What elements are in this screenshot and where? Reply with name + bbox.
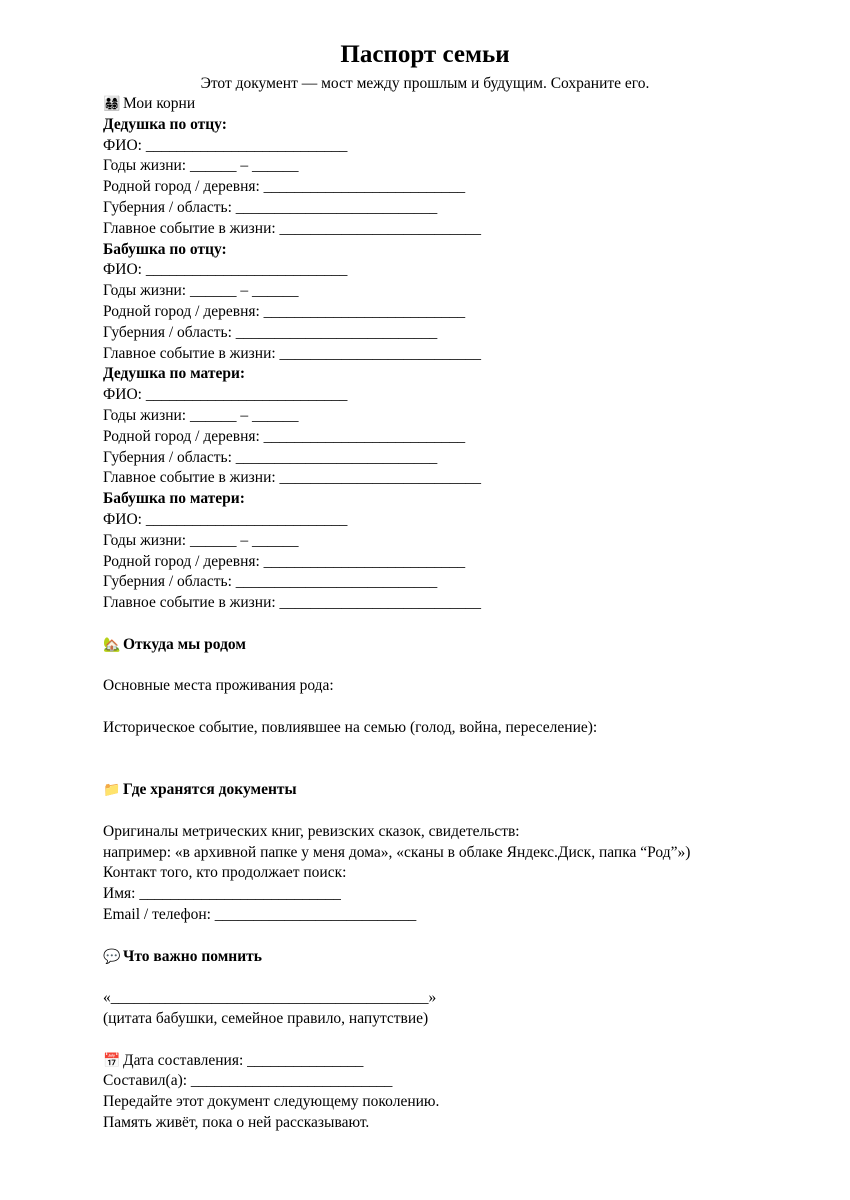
fio-field: ФИО: __________________________ (103, 136, 348, 154)
years-field: Годы жизни: ______ – ______ (103, 406, 299, 424)
event-field: Главное событие в жизни: __________________________ (103, 469, 482, 487)
hometown-field: Родной город / деревня: __________________________ (103, 427, 466, 445)
person-label: Дедушка по матери: (103, 365, 246, 383)
person-label: Бабушка по матери: (103, 490, 245, 508)
family-icon: 👨‍👩‍👧‍👦 (103, 96, 121, 112)
documents-section-heading: 📁 Где хранятся документы (103, 780, 803, 801)
places-prompt: Основные места проживания рода: (103, 677, 334, 695)
event-field: Главное событие в жизни: __________________________ (103, 219, 482, 237)
pass-on-note: Передайте этот документ следующему поколению. (103, 1093, 440, 1111)
hometown-field: Родной город / деревня: __________________________ (103, 552, 466, 570)
years-field: Годы жизни: ______ – ______ (103, 282, 299, 300)
originals-prompt: Оригиналы метрических книг, ревизских сказок, свидетельств: (103, 822, 520, 840)
calendar-icon: 📅 (103, 1052, 121, 1069)
originals-example: например: «в архивной папке у меня дома», «сканы в облаке Яндекс.Диск, папка “Род”») (103, 843, 691, 861)
document-body (103, 94, 803, 1134)
author-field: Составил(а): __________________________ (103, 1072, 393, 1090)
historical-event-prompt: Историческое событие, повлиявшее на семью (голод, война, переселение): (103, 718, 598, 736)
fio-field: ФИО: __________________________ (103, 386, 348, 404)
person-block (103, 364, 803, 489)
house-icon: 🏡 (103, 636, 121, 653)
province-field: Губерния / область: __________________________ (103, 323, 438, 341)
province-field: Губерния / область: __________________________ (103, 448, 438, 466)
contact-prompt: Контакт того, кто продолжает поиск: (103, 864, 347, 882)
speech-bubble-icon: 💬 (103, 948, 121, 965)
event-field: Главное событие в жизни: __________________________ (103, 594, 482, 612)
hometown-field: Родной город / деревня: __________________________ (103, 178, 466, 196)
province-field: Губерния / область: __________________________ (103, 573, 438, 591)
quote-hint: (цитата бабушки, семейное правило, напутствие) (103, 1010, 429, 1028)
page-title: Паспорт семьи (340, 41, 510, 68)
fio-field: ФИО: __________________________ (103, 261, 348, 279)
event-field: Главное событие в жизни: __________________________ (103, 344, 482, 362)
person-label: Дедушка по отцу: (103, 115, 227, 133)
remember-section-heading: 💬 Что важно помнить (103, 947, 803, 968)
memory-note: Память живёт, пока о ней рассказывают. (103, 1114, 370, 1132)
person-label: Бабушка по отцу: (103, 240, 227, 258)
quote-field: «_________________________________________» (103, 989, 437, 1007)
folder-icon: 📁 (103, 782, 121, 799)
date-field: 📅 Дата составления: _______________ (103, 1051, 803, 1072)
province-field: Губерния / область: __________________________ (103, 198, 438, 216)
email-field: Email / телефон: __________________________ (103, 906, 417, 924)
name-field: Имя: __________________________ (103, 885, 341, 903)
origin-section-heading: 🏡 Откуда мы родом (103, 635, 803, 656)
years-field: Годы жизни: ______ – ______ (103, 531, 299, 549)
hometown-field: Родной город / деревня: __________________________ (103, 302, 466, 320)
fio-field: ФИО: __________________________ (103, 510, 348, 528)
roots-section-heading: 👨‍👩‍👧‍👦 Мои корни (103, 94, 803, 115)
person-block (103, 115, 803, 240)
years-field: Годы жизни: ______ – ______ (103, 157, 299, 175)
person-block (103, 240, 803, 365)
person-block (103, 489, 803, 614)
page-subtitle: Этот документ — мост между прошлым и будущим. Сохраните его. (200, 75, 650, 92)
